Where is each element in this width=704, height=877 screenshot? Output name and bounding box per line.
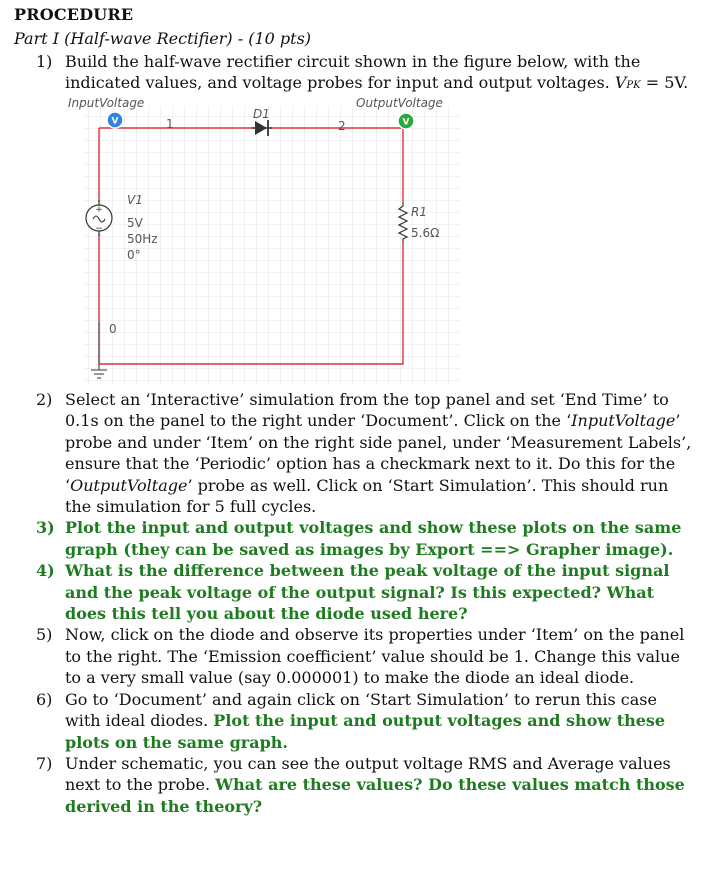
probe-input-icon bbox=[107, 112, 123, 128]
circuit-svg bbox=[64, 92, 460, 384]
step-7-text: Under schematic, you can see the output voltage RMS and Average values next to the probe. bbox=[65, 753, 671, 795]
step-number: 4) bbox=[36, 561, 55, 581]
svg-text:+: + bbox=[95, 205, 103, 215]
source-amplitude: 5V bbox=[127, 216, 143, 230]
step-number: 6) bbox=[36, 689, 53, 709]
step-7-task: What are these values? Do these values match those derived in the theory? bbox=[65, 775, 685, 816]
resistor-name-label: R1 bbox=[411, 205, 427, 219]
source-phase: 0° bbox=[127, 248, 141, 262]
procedure-step-7 bbox=[36, 753, 694, 817]
step-2-text-e: ’ probe as well. Click on ‘Start Simulation’. This should run the simulation for 5 full cycles. bbox=[65, 475, 669, 517]
input-voltage-ref: InputVoltage bbox=[571, 411, 676, 431]
step-number: 2) bbox=[36, 390, 53, 409]
step-3-text: Plot the input and output voltages and show these plots on the same graph (they can be saved as images by Export ==> Grapher image). bbox=[65, 518, 682, 559]
vpk-value: = 5V. bbox=[640, 73, 689, 93]
procedure-step-6 bbox=[36, 689, 694, 753]
step-number: 7) bbox=[36, 753, 53, 773]
source-frequency: 50Hz bbox=[127, 232, 158, 246]
node-0-label: 0 bbox=[109, 322, 117, 336]
resistor-value: 5.6Ω bbox=[411, 226, 440, 240]
output-voltage-ref: OutputVoltage bbox=[70, 475, 188, 495]
step-6-text: Go to ‘Document’ and again click on ‘Start Simulation’ to rerun this case with ideal diodes. bbox=[65, 689, 657, 731]
probe-input-label: InputVoltage bbox=[68, 96, 145, 110]
step-number: 3) bbox=[36, 518, 55, 538]
node-1-label: 1 bbox=[166, 117, 174, 131]
svg-text:−: − bbox=[95, 224, 103, 234]
probe-input-glyph: V bbox=[111, 116, 119, 127]
node-2-label: 2 bbox=[338, 119, 346, 133]
step-2-text-c: ’ probe and under ‘Item’ on the right side panel, under ‘Measurement Labels’, ensure that the ‘Periodic’ option has a checkmark next to it. Do this for the ‘ bbox=[65, 411, 692, 495]
circuit-schematic bbox=[64, 92, 460, 384]
step-6-task: Plot the input and output voltages and show these plots on the same graph. bbox=[65, 711, 666, 752]
step-number: 1) bbox=[36, 52, 53, 71]
step-1-line1: Build the half-wave rectifier circuit shown in the figure below, with the bbox=[65, 52, 641, 71]
procedure-heading: PROCEDURE bbox=[14, 5, 134, 24]
diode-label: D1 bbox=[253, 107, 270, 121]
part-title: Part I (Half-wave Rectifier) - (10 pts) bbox=[14, 29, 312, 48]
procedure-step-4 bbox=[36, 560, 694, 624]
procedure-step-5 bbox=[36, 624, 694, 688]
step-4-text: What is the difference between the peak voltage of the input signal and the peak voltage of the output signal? Is this expected? What does this tell you about the diode used here? bbox=[65, 561, 670, 624]
probe-output-icon bbox=[398, 113, 414, 129]
procedure-step-3 bbox=[36, 517, 694, 560]
step-2-text-a: Select an ‘Interactive’ simulation from the top panel and set ‘End Time’ to 0.1s on the panel to the right under ‘Document’. Click on the ‘ bbox=[65, 390, 669, 431]
vpk-symbol: V bbox=[614, 73, 627, 93]
step-5-text: Now, click on the diode and observe its properties under ‘Item’ on the panel to the right. The ‘Emission coefficient’ value should be 1. Change this value to a very small value (say 0.000001) to make the diode an ideal diode. bbox=[65, 625, 685, 688]
source-name-label: V1 bbox=[127, 193, 143, 207]
probe-output-glyph: V bbox=[402, 117, 410, 128]
step-1-line2-text: indicated values, and voltage probes for input and output voltages. bbox=[65, 73, 615, 93]
step-number: 5) bbox=[36, 625, 53, 645]
procedure-step-2 bbox=[36, 389, 694, 517]
vpk-subscript: PK bbox=[626, 80, 641, 92]
procedure-steps-2-7 bbox=[36, 389, 694, 817]
probe-output-label: OutputVoltage bbox=[356, 96, 443, 110]
procedure-step-1 bbox=[36, 51, 694, 97]
